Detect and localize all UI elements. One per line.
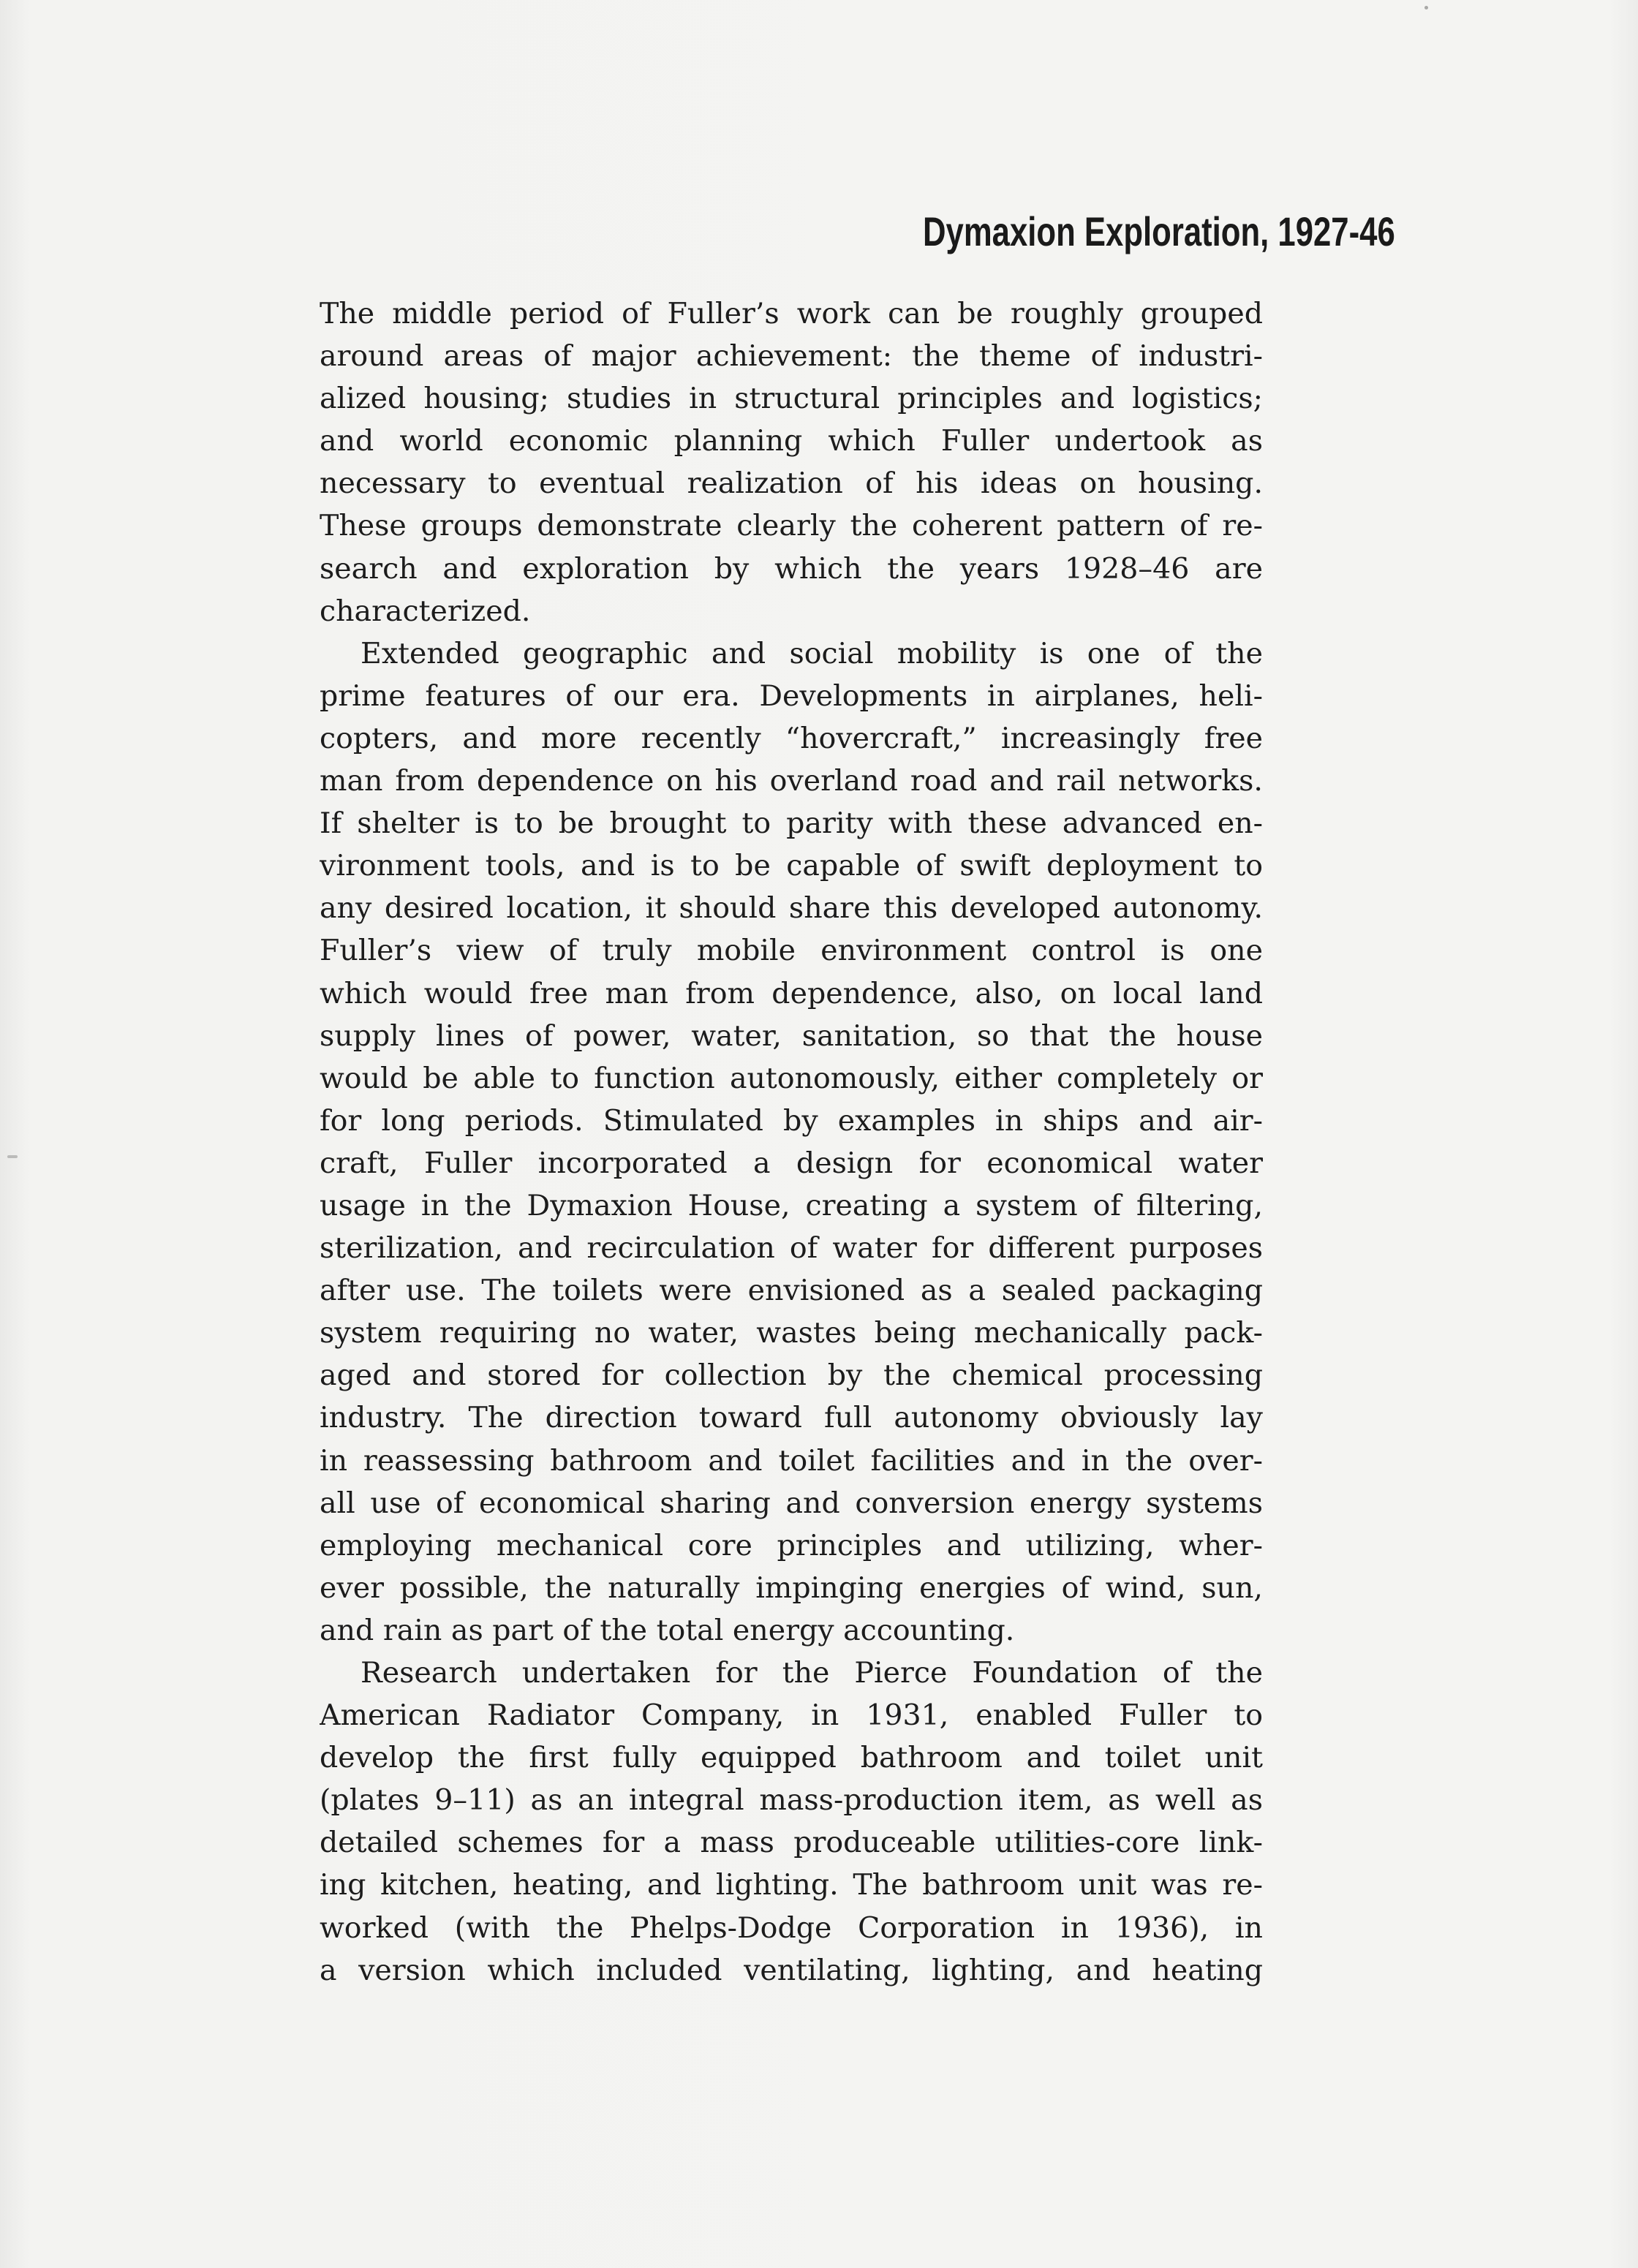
text-line: after use. The toilets were envisioned as a sealed packaging — [320, 1274, 1263, 1308]
text-line: craft, Fuller incorporated a design for economical water — [320, 1146, 1263, 1180]
text-line: ever possible, the naturally impinging energies of wind, sun, — [320, 1570, 1263, 1605]
text-line: Research undertaken for the Pierce Foundation of the — [361, 1656, 1263, 1690]
paragraph-3 — [320, 1652, 1263, 1992]
paragraph-2 — [320, 632, 1263, 1652]
text-line: employing mechanical core principles and utilizing, wher- — [320, 1528, 1263, 1562]
text-line: ing kitchen, heating, and lighting. The bathroom unit was re- — [320, 1868, 1263, 1902]
text-line: man from dependence on his overland road and rail networks. — [320, 764, 1263, 798]
text-line: supply lines of power, water, sanitation, so that the house — [320, 1018, 1263, 1053]
text-line: would be able to function autonomously, either completely or — [320, 1061, 1263, 1095]
text-line: industry. The direction toward full autonomy obviously lay — [320, 1401, 1263, 1435]
text-line: and rain as part of the total energy accounting. — [320, 1613, 1015, 1647]
text-line: vironment tools, and is to be capable of swift deployment to — [320, 849, 1263, 883]
text-line: (plates 9–11) as an integral mass-production item, as well as — [320, 1783, 1263, 1818]
text-line: If shelter is to be brought to parity with these advanced en- — [320, 806, 1263, 841]
text-line: for long periods. Stimulated by examples in ships and air- — [320, 1103, 1263, 1138]
text-line: characterized. — [320, 594, 531, 628]
text-line: which would free man from dependence, also, on local land — [320, 976, 1263, 1010]
text-line: alized housing; studies in structural principles and logistics; — [320, 382, 1263, 416]
text-line: sterilization, and recirculation of water for different purposes — [320, 1231, 1263, 1266]
paper-mark — [7, 1155, 18, 1158]
text-line: American Radiator Company, in 1931, enabled Fuller to — [320, 1698, 1263, 1733]
text-line: develop the first fully equipped bathroom and toilet unit — [320, 1741, 1263, 1775]
text-line: Fuller’s view of truly mobile environment control is one — [320, 934, 1263, 968]
text-line: usage in the Dymaxion House, creating a system of filtering, — [320, 1188, 1263, 1222]
body-text — [320, 292, 1263, 1992]
text-line: These groups demonstrate clearly the coherent pattern of re- — [320, 509, 1263, 543]
text-line: system requiring no water, wastes being mechanically pack- — [320, 1316, 1263, 1350]
text-line: around areas of major achievement: the theme of industri- — [320, 339, 1263, 374]
paper-speck — [1424, 6, 1428, 10]
text-line: necessary to eventual realization of his ideas on housing. — [320, 466, 1263, 501]
text-line: The middle period of Fuller’s work can be roughly grouped — [320, 297, 1263, 330]
text-line: detailed schemes for a mass produceable utilities-core link- — [320, 1826, 1263, 1860]
paragraph-1 — [320, 292, 1263, 632]
text-line: in reassessing bathroom and toilet facilities and in the over- — [320, 1443, 1263, 1478]
text-line: worked (with the Phelps-Dodge Corporation in 1936), in — [320, 1910, 1263, 1945]
chapter-heading: Dymaxion Exploration, 1927-46 — [923, 208, 1395, 254]
text-line: a version which included ventilating, lighting, and heating — [320, 1953, 1263, 1987]
text-line: Extended geographic and social mobility is one of the — [361, 636, 1263, 670]
text-line: all use of economical sharing and conversion energy systems — [320, 1486, 1263, 1520]
text-line: search and exploration by which the years 1928–46 are — [320, 551, 1263, 586]
text-line: any desired location, it should share this developed autonomy. — [320, 891, 1263, 926]
text-line: and world economic planning which Fuller undertook as — [320, 424, 1263, 458]
text-line: copters, and more recently “hovercraft,” increasingly free — [320, 721, 1263, 755]
text-line: aged and stored for collection by the chemical processing — [320, 1358, 1263, 1393]
text-line: prime features of our era. Developments in airplanes, heli- — [320, 678, 1263, 713]
